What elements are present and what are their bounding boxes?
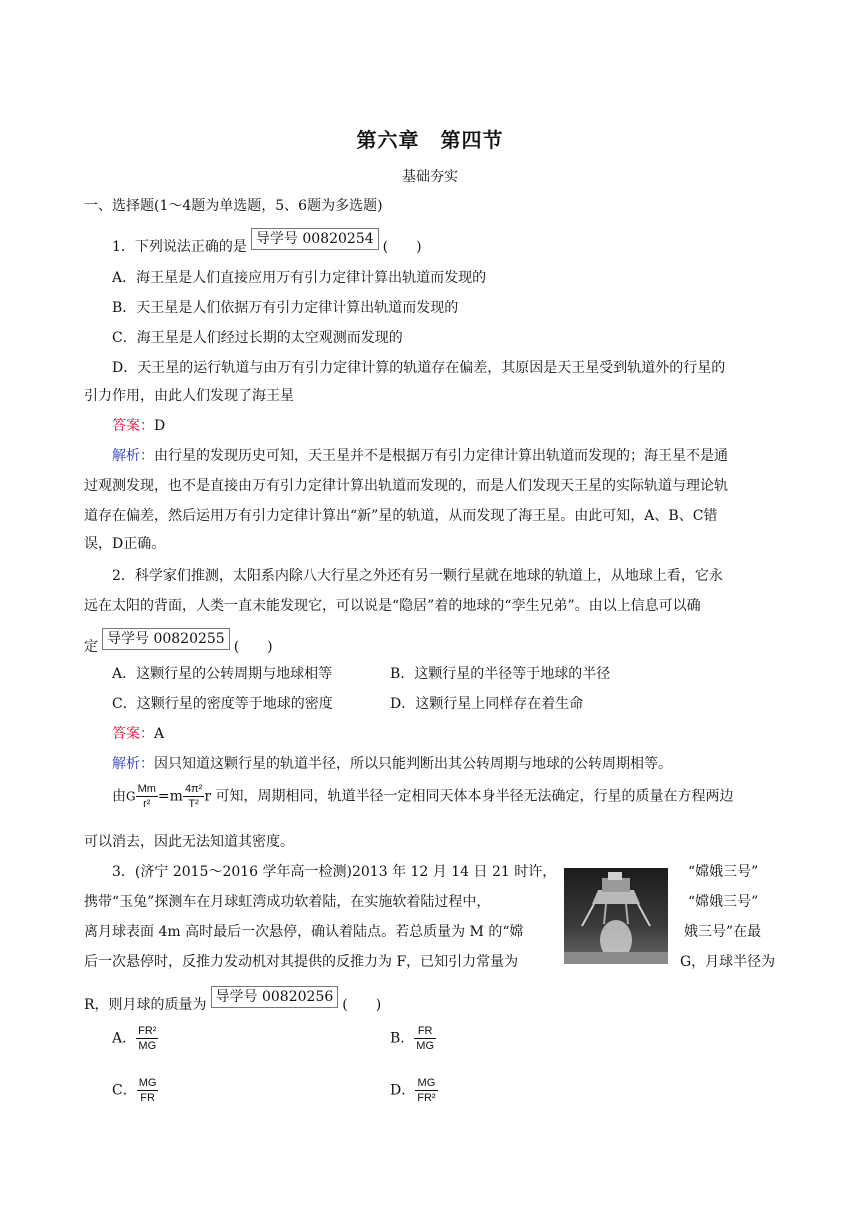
q1-answer: 答案：D (112, 418, 166, 434)
question-2-stem-3: 定 导学号 00820255 ( ) (84, 636, 273, 658)
guide-tag-3[interactable]: 导学号 00820256 (211, 986, 339, 1008)
q2-answer: 答案：A (112, 726, 165, 742)
question-3-stem-right-2: “嫦娥三号” (688, 894, 759, 910)
question-1-stem: 1．下列说法正确的是 导学号 00820254 ( ) (112, 236, 422, 258)
question-3-stem-4: 后一次悬停时，反推力发动机对其提供的反推力为 F，已知引力常量为 (84, 954, 519, 970)
lunar-lander-image (564, 868, 668, 964)
fraction-4pi2-t2: $\frac{\text{4π²}}{\text{T²}}$ (184, 783, 203, 810)
q1-explanation-3: 道存在偏差，然后运用万有引力定律计算出“新”星的轨道，从而发现了海王星。由此可知，A、B、C错 (84, 508, 718, 524)
q2-formula-line: 由G $\frac{Mm}{\text{r²}}$ =m $\frac{\text{4π²}}{\text{T²}}$ r 可知，周期相同，轨道半径一定相同天体本身半径无法确定，行星的质量在方程两边 (112, 783, 734, 810)
question-3-stem-right-3: 娥三号”在最 (684, 924, 762, 940)
question-2-stem-2: 远在太阳的背面，人类一直未能发现它，可以说是“隐居”着的地球的“孪生兄弟”。由以上信息可以确 (84, 598, 701, 614)
q1-option-c: C．海王星是人们经过长期的太空观测而发现的 (112, 330, 403, 346)
question-2-stem: 2．科学家们推测，太阳系内除八大行星之外还有另一颗行星就在地球的轨道上，从地球上看，它永 (112, 568, 723, 584)
q1-explanation-4: 误，D正确。 (84, 536, 166, 552)
q2-explanation: 解析：因只知道这颗行星的轨道半径，所以只能判断出其公转周期与地球的公转周期相等。 (112, 756, 672, 772)
q3-option-b: B． $\frac{FR}{MG}$ (390, 1025, 435, 1052)
guide-tag-1[interactable]: 导学号 00820254 (251, 228, 379, 250)
question-3-stem-right-1: “嫦娥三号” (688, 864, 759, 880)
q1-option-b: B．天王星是人们依据万有引力定律计算出轨道而发现的 (112, 300, 459, 316)
q3-option-a: A． $\frac{\text{FR²}}{MG}$ (112, 1025, 157, 1052)
q2-explanation-3: 可以消去，因此无法知道其密度。 (84, 834, 294, 850)
q1-option-d: D．天王星的运行轨道与由万有引力定律计算的轨道存在偏差，其原因是天王星受到轨道外的行星的 (112, 360, 726, 376)
q3-option-d: D． $\frac{MG}{\text{FR²}}$ (390, 1077, 436, 1104)
section-subtitle: 基础夯实 (402, 169, 458, 185)
q1-explanation: 解析：由行星的发现历史可知，天王星并不是根据万有引力定律计算出轨道而发现的；海王星不是通 (112, 448, 728, 464)
page-title: 第六章 第四节 (356, 128, 504, 152)
q1-option-d-cont: 引力作用，由此人们发现了海王星 (84, 388, 294, 404)
q3-option-c: C． $\frac{MG}{FR}$ (112, 1077, 157, 1104)
question-3-stem-right-4: G，月球半径为 (680, 954, 776, 970)
question-3-stem-3: 离月球表面 4m 高时最后一次悬停，确认着陆点。若总质量为 M 的“嫦 (84, 924, 524, 940)
guide-tag-2[interactable]: 导学号 00820255 (102, 628, 230, 650)
question-3-stem: 3．(济宁 2015～2016 学年高一检测)2013 年 12 月 14 日 21 时许， (112, 864, 557, 880)
q1-explanation-2: 过观测发现，也不是直接由万有引力定律计算出轨道而发现的，而是人们发现天王星的实际轨道与理论轨 (84, 478, 728, 494)
q1-option-a: A．海王星是人们直接应用万有引力定律计算出轨道而发现的 (112, 270, 487, 286)
fraction-mm-r2: $\frac{Mm}{\text{r²}}$ (137, 783, 156, 810)
q2-option-a: A．这颗行星的公转周期与地球相等 (112, 666, 333, 682)
q2-option-d: D．这颗行星上同样存在着生命 (390, 696, 584, 712)
question-3-stem-2: 携带“玉兔”探测车在月球虹湾成功软着陆，在实施软着陆过程中， (84, 894, 491, 910)
section-heading: 一、选择题(1～4题为单选题，5、6题为多选题) (84, 198, 383, 214)
q2-option-b: B．这颗行星的半径等于地球的半径 (390, 666, 611, 682)
question-3-stem-5: R，则月球的质量为 导学号 00820256 ( ) (84, 994, 381, 1016)
q2-option-c: C．这颗行星的密度等于地球的密度 (112, 696, 333, 712)
